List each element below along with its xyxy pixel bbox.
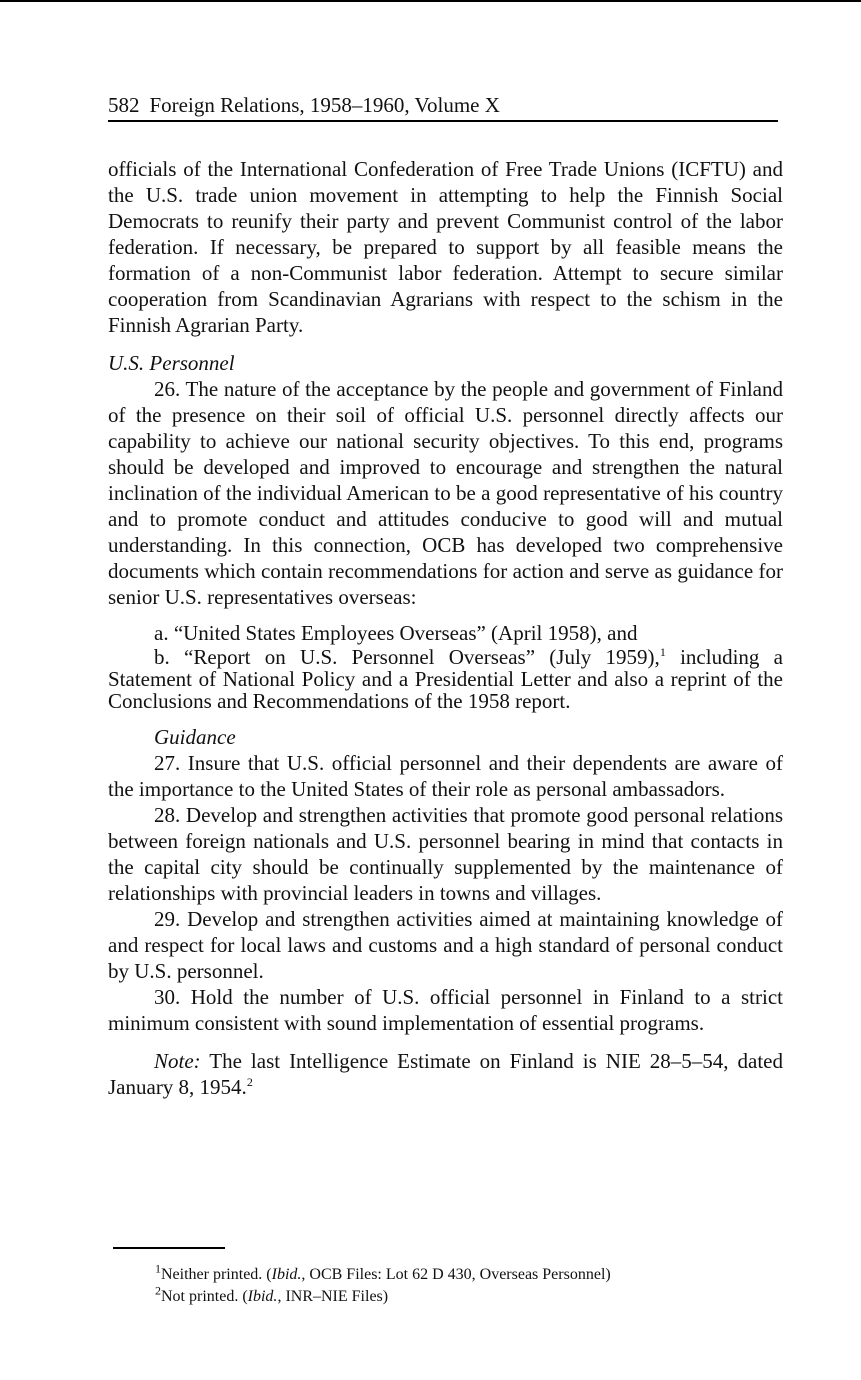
section-heading: U.S. Personnel [108,351,235,375]
footnote-2-source: , INR–NIE Files) [277,1288,389,1305]
paragraph-26: 26. The nature of the acceptance by the people and government of Finland of the presence on their soil of official U.S. personnel directly affects our capability to achieve our national security objectives. To this end, programs should be developed and improved to encourage and strengthen the natural inclination of the individual American to be a good representative of his country and to promote conduct and attitudes conducive to good will and mutual understanding. In this connection, OCB has developed two comprehensive documents which contain recommendations for action and serve as guidance for senior U.S. representatives overseas: [108,377,783,609]
footnote-ref-1: 1 [659,645,666,659]
continuation-paragraph: officials of the International Confederation of Free Trade Unions (ICFTU) and the U.S. trade union movement in attempting to help the Finnish Social Democrats to reunify their party and prevent Communist control of the labor federation. If necessary, be prepared to support by all feasible means the formation of a non-Communist labor federation. Attempt to secure similar cooperation from Scandinavian Agrarians with respect to the schism in the Finnish Agrarian Party. [108,157,783,337]
footnote-1-text: Neither printed. ( [161,1266,272,1283]
footnote-2 [155,1283,611,1308]
paragraph-27: 27. Insure that U.S. official personnel and their dependents are aware of the importance to the United States of their role as personal ambassadors. [108,751,783,801]
page-body [108,156,783,1100]
document-list [108,620,783,712]
footnote-1 [155,1261,611,1286]
list-item-b-end: including a Statement of National Policy and a Presidential Letter and also a reprint of the Conclusions and Recommendations of the 1958 report. [108,645,783,713]
running-header [108,92,778,122]
paragraph-28: 28. Develop and strengthen activities that promote good personal relations between foreign nationals and U.S. personnel bearing in mind that contacts in the capital city should be continually supplemented by the maintenance of relationships with provincial leaders in towns and villages. [108,803,783,905]
list-item-a: a. “United States Employees Overseas” (April 1958), and [154,621,638,645]
footnote-ref-2: 2 [246,1075,253,1089]
paragraph-30: 30. Hold the number of U.S. official personnel in Finland to a strict minimum consistent with sound implementation of essential programs. [108,985,783,1035]
footnote-mark-2: 2 [155,1283,161,1298]
footnote-rule [113,1247,225,1249]
footnote-1-source: , OCB Files: Lot 62 D 430, Overseas Personnel) [301,1266,611,1283]
list-item-b [108,646,783,712]
running-title: Foreign Relations, 1958–1960, Volume X [149,93,500,117]
sub-heading: Guidance [154,725,236,749]
page-number: 582 [108,93,140,117]
footnote-2-text: Not printed. ( [161,1288,248,1305]
note-text: The last Intelligence Estimate on Finland is NIE 28–5–54, dated January 8, 1954. [108,1049,783,1099]
note-paragraph [108,1048,783,1100]
footnote-mark-1: 1 [155,1261,161,1276]
footnote-2-ibid: Ibid. [247,1288,278,1305]
list-item-b-start: b. “Report on U.S. Personnel Overseas” (July 1959), [154,645,660,669]
paragraph-29: 29. Develop and strengthen activities aimed at maintaining knowledge of and respect for local laws and customs and a high standard of personal conduct by U.S. personnel. [108,907,783,983]
top-border [0,0,861,2]
footnotes [155,1261,611,1308]
footnote-1-ibid: Ibid. [271,1266,302,1283]
note-label: Note: [154,1049,201,1073]
